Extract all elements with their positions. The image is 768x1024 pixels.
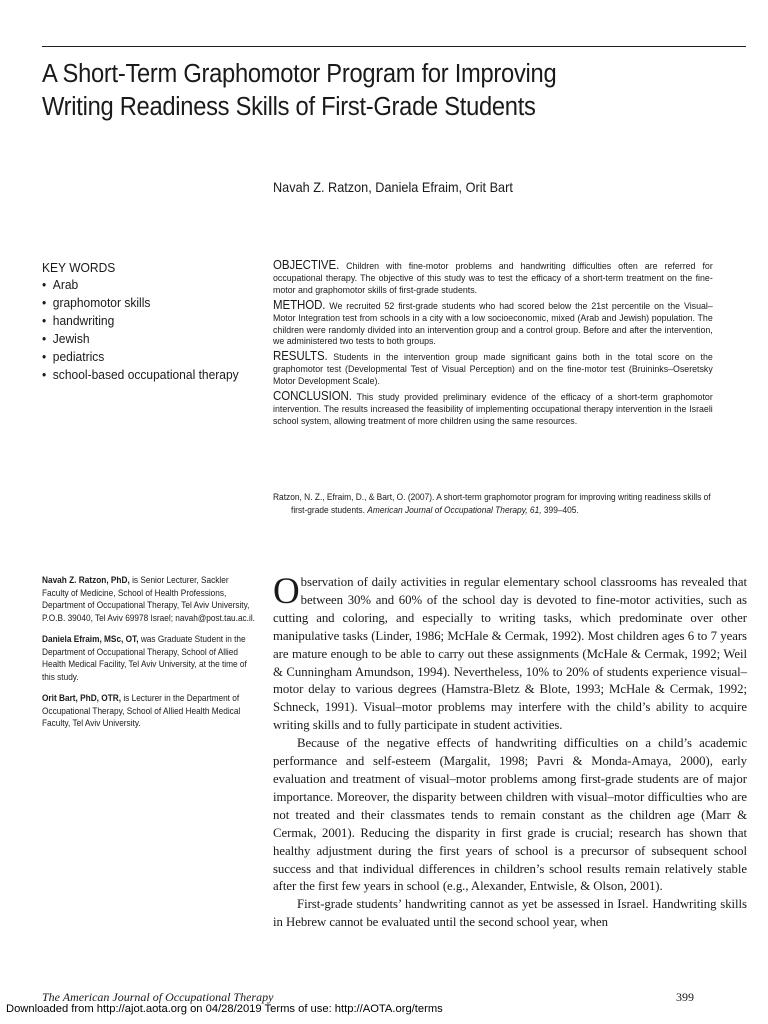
keyword-item: • handwriting <box>42 312 239 330</box>
paragraph-text: bservation of daily activities in regular elementary school classrooms has revealed that between 30% and 60% of the school day is devoted to fine-motor activities, such as cutting and coloring, and especially to writing tasks, which predominate over other manipulative tasks (Linder, 1986; McHale & Cermak, 1992). Most children ages 6 to 7 years are mature enough to be able to carry out these assignments (McHale & Cermak, 1992; Weil & Cunningham Amundson, 1994). Nevertheless, 10% to 20% of students experience visual–motor delay to various degrees (Hamstra-Bletz & Blote, 1993; McHale & Cermak, 1992; Schneck, 1991). Visual–motor problems may interfere with the child’s ability to acquire writing skills and to fully participate in student activities. <box>273 575 747 733</box>
abstract-text: Children with fine-motor problems and handwriting difficulties often are referred for occupational therapy. The objective of this study was to test the efficacy of a short-term treatment on the fine-motor and graphomotor skills of first-grade students. <box>273 261 713 296</box>
abstract-text: This study provided preliminary evidence of the efficacy of a short-term graphomotor intervention. The results increased the feasibility of implementing occupational therapy intervention in the Israeli school system, allowing treatment of more children using the same resources. <box>273 392 713 427</box>
page-number: 399 <box>676 990 694 1004</box>
body-paragraph: Because of the negative effects of handwriting difficulties on a child’s academic performance and self-esteem (Margalit, 1998; Pavri & Monda-Amaya, 2000), early evaluation and treatment of visual–motor problems among first-grade students are of major importance. Moreover, the disparity between children with visual–motor difficulties who are not treated and their classmates tends to remain constant as the children age (Marr & Cermak, 2001). Reducing the disparity in first grade is crucial; research has shown that healthy adjustment during the first years of school is a precursor of subsequent school success and that individual differences in children’s school results remain relatively stable after the first few years in school (e.g., Alexander, Entwisle, & Olson, 2001). <box>273 736 747 894</box>
abstract-text: Students in the intervention group made significant gains both in the total score on the graphomotor test (Developmental Test of Visual Perception) and on the fine-motor test (Bruininks–Oseretsky Motor Development Scale). <box>273 352 713 388</box>
footer-journal-name: The American Journal of Occupational Therapy <box>42 990 274 1004</box>
abstract-label: RESULTS. <box>273 349 328 364</box>
keyword-item: • Jewish <box>42 330 239 348</box>
keyword-item: • Arab <box>42 276 239 294</box>
keyword-item: • graphomotor skills <box>42 294 239 312</box>
abstract-label: OBJECTIVE. <box>273 258 340 272</box>
article-title <box>42 58 693 124</box>
keywords-heading: KEY WORDS <box>42 260 116 275</box>
author-list: Navah Z. Ratzon, Daniela Efraim, Orit Bart <box>273 180 513 195</box>
citation-pages: 399–405. <box>543 505 579 515</box>
body-paragraph: First-grade students’ handwriting cannot as yet be assessed in Israel. Handwriting skills in Hebrew cannot be evaluated until the second school year, when <box>273 897 747 930</box>
bio-name: Navah Z. Ratzon, PhD, <box>42 575 130 585</box>
title-line-2: Writing Readiness Skills of First-Grade Students <box>42 93 536 121</box>
abstract-objective <box>273 260 713 297</box>
abstract-conclusion <box>273 391 713 428</box>
abstract-text: We recruited 52 first-grade students who had scored below the 21st percentile on the Visual–Motor Integration test from schools in a city with a low socioeconomic, mixed (Arab and Jewish) population. The children were randomly divided into an intervention group and a control group. Before and after the intervention, we administered two tests to both groups. <box>273 300 713 348</box>
author-bio <box>42 633 256 683</box>
bio-text: is Lecturer in the Department of Occupational Therapy, School of Allied Health Medical Faculty, Tel Aviv University. <box>42 693 241 728</box>
title-line-1: A Short-Term Graphomotor Program for Improving <box>42 60 557 88</box>
top-rule <box>42 46 746 47</box>
abstract-results <box>273 351 713 388</box>
author-bio <box>42 574 256 624</box>
keyword-list <box>42 276 239 384</box>
keywords-block <box>42 259 239 384</box>
bio-text: was Graduate Student in the Department of Occupational Therapy, School of Allied Health Medical Facility, Tel Aviv University, at the time of this study. <box>42 634 247 682</box>
keyword-item: • pediatrics <box>42 348 239 366</box>
abstract-label: CONCLUSION. <box>273 389 352 404</box>
bio-name: Daniela Efraim, MSc, OT, <box>42 634 139 644</box>
author-bios <box>42 574 256 739</box>
citation-journal: American Journal of Occupational Therapy, 61, <box>367 505 542 515</box>
bio-name: Orit Bart, PhD, OTR, <box>42 693 122 703</box>
abstract-label: METHOD. <box>273 297 326 312</box>
abstract <box>273 260 713 431</box>
body-paragraph <box>273 571 747 735</box>
author-bio <box>42 692 256 730</box>
abstract-method <box>273 297 713 349</box>
citation <box>273 491 719 517</box>
keyword-item: • school-based occupational therapy <box>42 366 239 384</box>
download-notice: Downloaded from http://ajot.aota.org on 04/28/2019 Terms of use: http://AOTA.org/terms <box>6 1003 443 1015</box>
drop-cap: O <box>273 571 300 612</box>
citation-text: Ratzon, N. Z., Efraim, D., & Bart, O. (2007). A short-term graphomotor program for improving writing readiness skills of first-grade students. <box>273 492 711 515</box>
bio-text: is Senior Lecturer, Sackler Faculty of Medicine, School of Health Professions, Department of Occupational Therapy, Tel Aviv University, P.O.B. 39040, Tel Aviv 69978 Israel; navah@post.tau.ac.il. <box>42 575 255 623</box>
article-body <box>273 571 747 932</box>
